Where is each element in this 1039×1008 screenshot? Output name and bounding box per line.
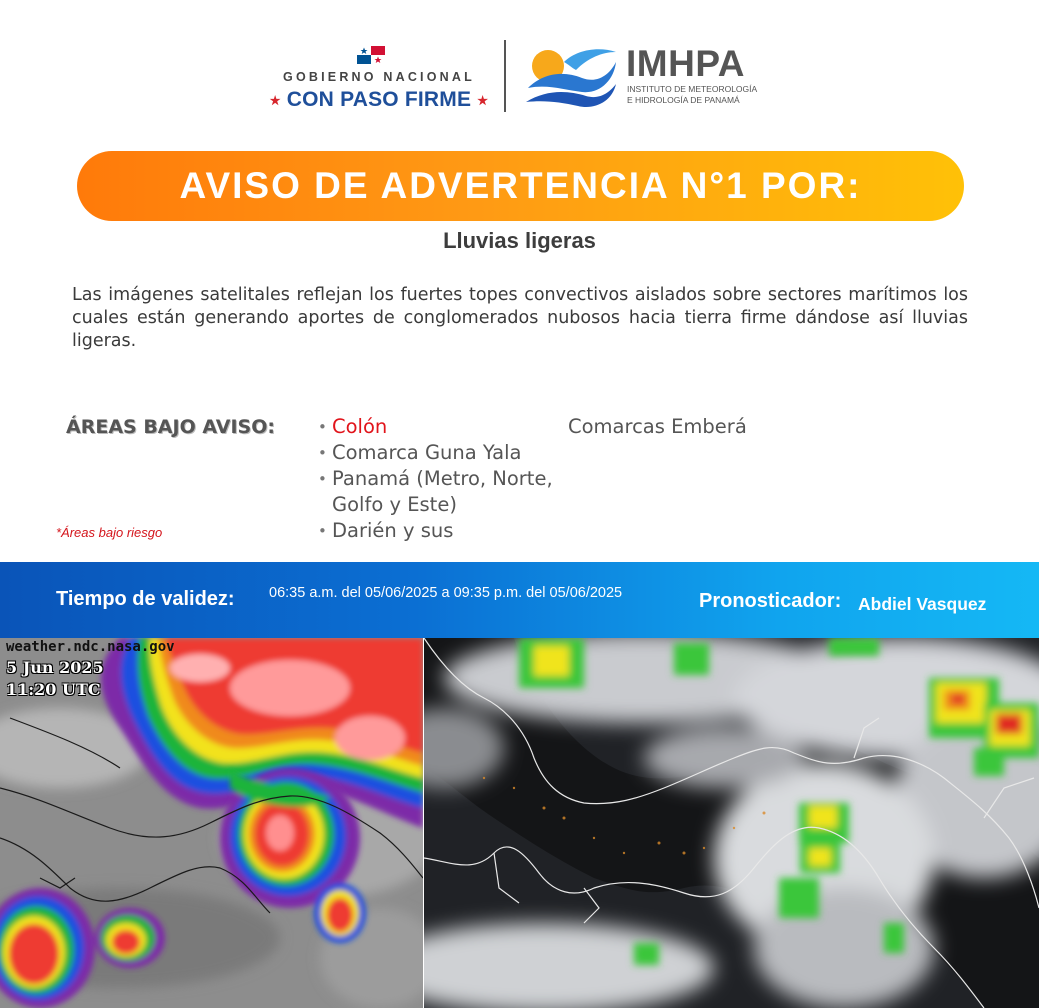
imhpa-logo-icon — [524, 44, 618, 110]
area-item: • Colón — [318, 414, 558, 440]
title-banner — [77, 151, 964, 221]
validity-label: Tiempo de validez: — [56, 588, 235, 610]
logo-divider — [504, 40, 506, 112]
forecaster-label: Pronosticador: — [699, 590, 842, 612]
satellite-image-infrared — [0, 638, 423, 1008]
validity-value: 06:35 a.m. del 05/06/2025 a 09:35 p.m. del 05/06/2025 — [269, 585, 623, 601]
star-icon: ★ — [269, 93, 281, 108]
area-item-continuation: Comarcas Emberá — [568, 415, 747, 438]
logo-header — [0, 0, 1039, 140]
satellite-date: 5 Jun 2025 — [6, 658, 104, 677]
gov-line1: GOBIERNO NACIONAL — [283, 70, 475, 84]
panama-flag-icon — [357, 46, 385, 64]
area-item: • Comarca Guna Yala — [318, 440, 558, 466]
warning-subtitle: Lluvias ligeras — [443, 228, 596, 253]
area-item: • Darién y sus — [318, 518, 558, 544]
satellite-time: 11:20 UTC — [6, 680, 101, 699]
areas-list — [318, 414, 558, 544]
area-item: • Panamá (Metro, Norte, Golfo y Este) — [318, 466, 558, 518]
warning-description: Las imágenes satelitales reflejan los fuertes topes convectivos aislados sobre sectores marítimos los cuales están generando aportes de conglomerados nubosos hacia tierra firme dándose así lluvias ligeras. — [72, 285, 968, 351]
validity-bar — [0, 562, 1039, 638]
satellite-image-visible — [424, 638, 1039, 1008]
gov-line2 — [268, 88, 490, 112]
institute-full-name — [627, 84, 787, 106]
institute-name-line1: INSTITUTO DE METEOROLOGÍA — [627, 84, 758, 94]
forecaster-name: Abdiel Vasquez — [858, 594, 987, 614]
star-icon: ★ — [477, 93, 489, 108]
risk-note: *Áreas bajo riesgo — [56, 525, 163, 540]
institute-acronym: IMHPA — [626, 43, 745, 84]
satellite-source: weather.ndc.nasa.gov — [6, 639, 175, 655]
areas-label: ÁREAS BAJO AVISO: — [66, 416, 275, 438]
institute-name-line2: E HIDROLOGÍA DE PANAMÁ — [627, 95, 740, 105]
gov-slogan: CON PASO FIRME — [286, 88, 472, 111]
warning-title: AVISO DE ADVERTENCIA N°1 POR: — [179, 165, 862, 206]
